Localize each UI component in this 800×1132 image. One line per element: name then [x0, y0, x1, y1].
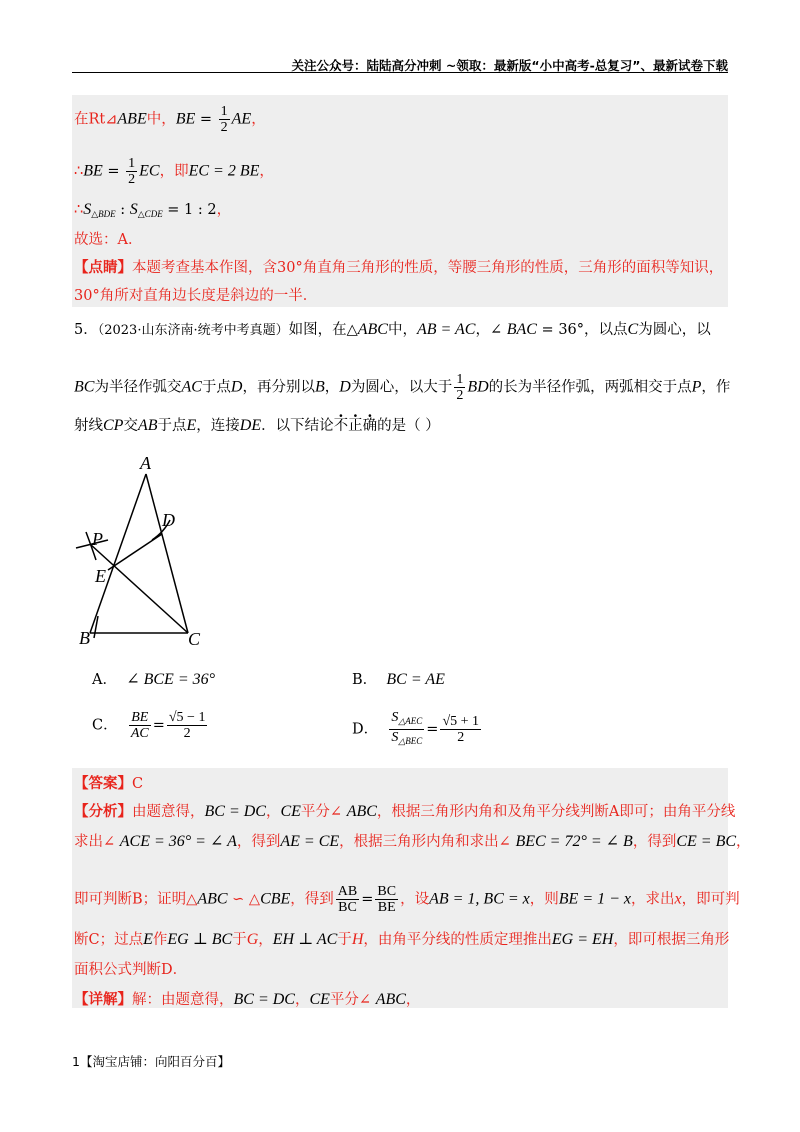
- segment-AC: [146, 474, 188, 633]
- analysis-line-4: 断C；过点E作EG ⊥ BC于G，EH ⊥ AC于H，由角平分线的性质定理推出EG = EH，即可根据三角形: [74, 931, 730, 948]
- option-b[interactable]: B． BC = AE: [352, 671, 445, 688]
- detail-line: 【详解】解：由题意得，BC = DC，CE平分∠ ABC，: [74, 991, 421, 1008]
- solution-line-1: 在Rt⊿ABE中，BE = $\frac{1}{2}$ AE，: [74, 104, 266, 135]
- analysis-line-2: 求出∠ ACE = 36° = ∠ A，得到AE = CE，根据三角形内角和求出∠ BEC = 72° = ∠ B，得到CE = BC，: [74, 833, 751, 850]
- comment-line-1: 【点睛】本题考查基本作图，含30°角直角三角形的性质，等腰三角形的性质，三角形的面积等知识，: [74, 259, 724, 276]
- solution-conclusion: 故选：A．: [74, 232, 143, 248]
- page-header: 关注公众号：陆陆高分冲刺 ~领取：最新版“小中高考-总复习”、最新试卷下载: [291, 58, 728, 73]
- label-A: A: [140, 453, 151, 473]
- label-D: D: [162, 510, 175, 530]
- question-line-1: 5．（2023·山东济南·统考中考真题）如图，在△ABC中，AB = AC，∠ BAC = 36°，以点C为圆心，以: [74, 321, 711, 338]
- label-C: C: [188, 629, 201, 649]
- question-line-2: BC为半径作弧交AC于点D，再分别以B，D为圆心，以大于 $\frac{1}{2}$ BD的长为半径作弧，两弧相交于点P，作: [74, 372, 731, 403]
- question-line-3: 射线CP交AB于点E，连接DE．以下结论不正确的是（ ）: [74, 417, 440, 434]
- ray-CP: [90, 544, 188, 633]
- label-P: P: [92, 529, 103, 549]
- geometry-figure: [72, 452, 222, 652]
- option-d[interactable]: D． $\frac{S_{\triangle AEC}}{S_{\triangle BEC}}$ = $\frac{√5 + 1}{2}$: [352, 710, 480, 746]
- fraction-half: $\frac{1}{2}$: [128, 156, 136, 187]
- answer-line: 【答案】C: [74, 775, 144, 792]
- analysis-line-5: 面积公式判断D．: [74, 962, 188, 978]
- page-footer: 1【淘宝店铺：向阳百分百】: [72, 1054, 230, 1069]
- analysis-line-3: 即可判断B；证明△ABC ∽ △CBE，得到 $\frac{AB}{BC}$ = $\frac{BC}{BE}$ ，设AB = 1, BC = x，则BE = 1 − x，求出x，即可判: [74, 884, 740, 915]
- header-rule: [72, 72, 728, 73]
- analysis-line-1: 【分析】由题意得，BC = DC，CE平分∠ ABC，根据三角形内角和及角平分线判断A即可；由角平分线: [74, 803, 736, 820]
- label-B: B: [79, 628, 90, 648]
- comment-line-2: 30°角所对直角边长度是斜边的一半．: [74, 288, 318, 304]
- fraction-half: $\frac{1}{2}$: [456, 372, 464, 403]
- segment-AB: [90, 474, 146, 633]
- label-E: E: [95, 566, 106, 586]
- fraction-half: $\frac{1}{2}$: [220, 104, 228, 135]
- option-a[interactable]: A． ∠ BCE = 36°: [92, 671, 216, 688]
- solution-line-3: $\therefore S_{\triangle BDE}$ : $S_{\triangle CDE} = 1$ : 2，: [74, 201, 232, 219]
- solution-line-2: ∴BE = $\frac{1}{2}$ EC，即EC = 2 BE，: [74, 156, 274, 187]
- option-c[interactable]: C． $\frac{BE}{AC}$ = $\frac{√5 - 1}{2}$: [92, 710, 206, 741]
